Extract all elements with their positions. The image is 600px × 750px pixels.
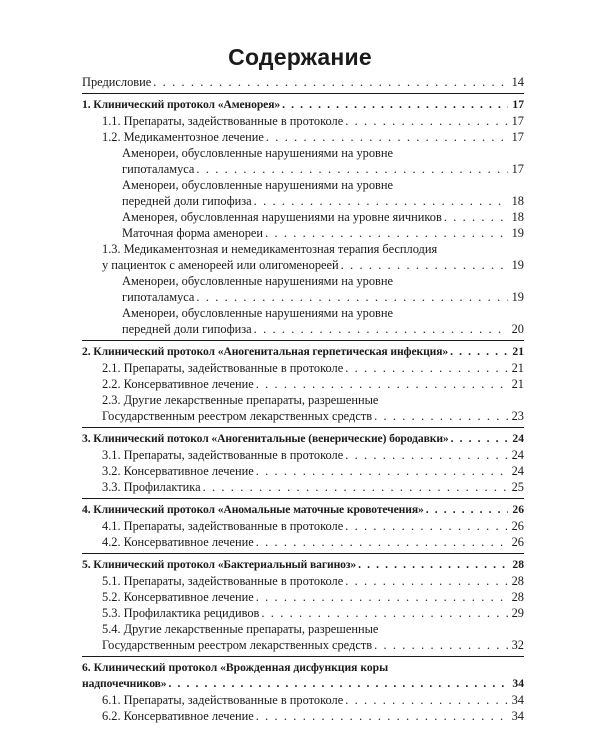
toc-entry[interactable] (82, 209, 524, 225)
toc-entry-label: 6.1. Препараты, задействованные в протоколе (102, 693, 344, 707)
toc-entry[interactable] (82, 193, 524, 209)
toc-leader-dots (450, 344, 508, 360)
toc-entry-label: Государственным реестром лекарственных средств (102, 409, 373, 423)
toc-entry[interactable] (82, 589, 524, 605)
toc-page-number: 21 (512, 345, 524, 358)
toc-entry[interactable] (82, 534, 524, 550)
toc-section-2 (82, 340, 524, 424)
table-of-contents (82, 74, 524, 727)
toc-preface (82, 74, 524, 90)
toc-page-number: 26 (511, 535, 524, 549)
toc-page-number: 17 (511, 162, 524, 176)
toc-entry[interactable] (82, 479, 524, 495)
toc-leader-dots (345, 113, 508, 129)
toc-entry[interactable] (82, 447, 524, 463)
toc-page-number: 19 (511, 226, 524, 240)
page-title: Содержание (228, 44, 372, 70)
toc-page-number: 24 (511, 448, 524, 462)
toc-entry-label: 3.2. Консервативное лечение (102, 464, 254, 478)
toc-page-number: 28 (511, 574, 524, 588)
toc-leader-dots (345, 447, 508, 463)
toc-page-number: 24 (512, 432, 524, 445)
toc-entry[interactable] (82, 692, 524, 708)
toc-page-number: 24 (511, 464, 524, 478)
toc-section-heading-first-line: 6. Клинический протокол «Врожденная дисфункция коры (82, 661, 389, 674)
toc-entry-label: 1.1. Препараты, задействованные в протоколе (102, 114, 344, 128)
toc-leader-dots (374, 637, 508, 653)
toc-leader-dots (256, 463, 508, 479)
toc-leader-dots (196, 161, 508, 177)
toc-entry[interactable] (82, 129, 524, 145)
toc-entry[interactable] (82, 708, 524, 724)
toc-page-number: 17 (511, 114, 524, 128)
toc-page-number: 34 (511, 693, 524, 707)
toc-entry[interactable] (82, 225, 524, 241)
toc-entry[interactable] (82, 463, 524, 479)
toc-entry-label: 5.1. Препараты, задействованные в протоколе (102, 574, 344, 588)
toc-page-number: 21 (511, 377, 524, 391)
toc-page-number: 17 (511, 130, 524, 144)
toc-entry-label: 1. Клинический протокол «Аменорея» (82, 98, 281, 111)
toc-section-heading[interactable] (82, 97, 524, 113)
toc-leader-dots (358, 557, 508, 573)
toc-entry[interactable] (82, 321, 524, 337)
toc-leader-dots (256, 589, 508, 605)
toc-entry-label: 6.2. Консервативное лечение (102, 709, 254, 723)
toc-section-4 (82, 498, 524, 550)
toc-entry-label: 2. Клинический протокол «Аногенитальная герпетическая инфекция» (82, 345, 449, 358)
toc-page-number: 34 (511, 709, 524, 723)
toc-entry-first-line: Аменореи, обусловленные нарушениями на уровне (122, 274, 394, 288)
toc-entry-label: Аменорея, обусловленная нарушениями на уровне яичников (122, 210, 442, 224)
toc-leader-dots (265, 225, 508, 241)
toc-page-number: 34 (512, 677, 524, 690)
toc-leader-dots (196, 289, 508, 305)
toc-entry-label: передней доли гипофиза (122, 194, 252, 208)
toc-entry[interactable] (82, 518, 524, 534)
toc-page-number: 32 (511, 638, 524, 652)
toc-leader-dots (345, 518, 508, 534)
toc-entry-label: 1.2. Медикаментозное лечение (102, 130, 264, 144)
toc-entry-first-line: Аменореи, обусловленные нарушениями на уровне (122, 306, 394, 320)
toc-leader-dots (256, 708, 508, 724)
toc-section-heading[interactable] (82, 676, 524, 692)
toc-entry-label: 3.3. Профилактика (102, 480, 201, 494)
toc-entry-label: Государственным реестром лекарственных средств (102, 638, 373, 652)
toc-page-number: 18 (511, 210, 524, 224)
toc-leader-dots (444, 209, 508, 225)
toc-leader-dots (426, 502, 508, 518)
toc-entry-first-line: 5.4. Другие лекарственные препараты, разрешенные (102, 622, 379, 636)
toc-page-number: 19 (511, 290, 524, 304)
toc-entry-label: 3. Клинический потокол «Аногенитальные (венерические) бородавки» (82, 432, 449, 445)
toc-entry[interactable] (82, 257, 524, 273)
toc-entry-label: 5.2. Консервативное лечение (102, 590, 254, 604)
toc-entry-label: 3.1. Препараты, задействованные в протоколе (102, 448, 344, 462)
toc-page-number: 14 (511, 75, 524, 89)
toc-leader-dots (169, 676, 508, 692)
toc-entry-label: Маточная форма аменореи (122, 226, 264, 240)
toc-entry[interactable] (82, 605, 524, 621)
toc-entry-label: у пациенток с аменореей или олигоменореей (102, 258, 339, 272)
toc-leader-dots (261, 605, 508, 621)
toc-page-number: 25 (511, 480, 524, 494)
toc-leader-dots (451, 431, 508, 447)
toc-leader-dots (266, 129, 508, 145)
toc-leader-dots (254, 321, 508, 337)
toc-section-3 (82, 427, 524, 495)
toc-leader-dots (256, 534, 508, 550)
toc-page-number: 18 (511, 194, 524, 208)
toc-entry[interactable] (82, 74, 524, 90)
toc-leader-dots (153, 74, 508, 90)
toc-entry-label: 2.1. Препараты, задействованные в протоколе (102, 361, 344, 375)
toc-entry-first-line: Аменореи, обусловленные нарушениями на уровне (122, 146, 394, 160)
toc-page-number: 21 (511, 361, 524, 375)
toc-entry[interactable] (82, 289, 524, 305)
toc-page-number: 28 (511, 590, 524, 604)
toc-entry[interactable] (82, 360, 524, 376)
toc-entry-label: гипоталамуса (122, 162, 195, 176)
toc-page-number: 28 (512, 558, 524, 571)
toc-page-number: 23 (511, 409, 524, 423)
toc-leader-dots (345, 692, 508, 708)
toc-entry-first-line: Аменореи, обусловленные нарушениями на уровне (122, 178, 394, 192)
toc-entry-label: 5.3. Профилактика рецидивов (102, 606, 260, 620)
toc-entry[interactable] (82, 161, 524, 177)
toc-section-6 (82, 656, 524, 724)
toc-entry-label: надпочечников» (82, 677, 167, 690)
toc-page-number: 26 (511, 519, 524, 533)
toc-entry[interactable] (82, 408, 524, 424)
toc-entry[interactable] (82, 113, 524, 129)
toc-leader-dots (254, 193, 508, 209)
toc-entry-first-line: 1.3. Медикаментозная и немедикаментозная терапия бесплодия (102, 242, 438, 256)
toc-section-heading[interactable] (82, 502, 524, 518)
toc-section-5 (82, 553, 524, 653)
toc-leader-dots (341, 257, 508, 273)
toc-section-heading[interactable] (82, 431, 524, 447)
toc-leader-dots (282, 97, 508, 113)
toc-page-number: 29 (511, 606, 524, 620)
toc-entry-label: Предисловие (82, 75, 152, 89)
toc-leader-dots (374, 408, 508, 424)
toc-entry-label: 5. Клинический протокол «Бактериальный вагиноз» (82, 558, 357, 571)
toc-section-heading[interactable] (82, 344, 524, 360)
toc-entry-label: 4.2. Консервативное лечение (102, 535, 254, 549)
toc-section-heading[interactable] (82, 557, 524, 573)
toc-leader-dots (345, 360, 508, 376)
toc-section-1 (82, 93, 524, 337)
toc-entry-label: 4. Клинический протокол «Аномальные маточные кровотечения» (82, 503, 424, 516)
toc-leader-dots (345, 573, 508, 589)
toc-leader-dots (256, 376, 508, 392)
toc-entry[interactable] (82, 376, 524, 392)
toc-page-number: 19 (511, 258, 524, 272)
toc-entry[interactable] (82, 637, 524, 653)
toc-leader-dots (203, 479, 508, 495)
toc-page-number: 26 (512, 503, 524, 516)
toc-entry-first-line: 2.3. Другие лекарственные препараты, разрешенные (102, 393, 379, 407)
toc-entry-label: передней доли гипофиза (122, 322, 252, 336)
toc-entry-label: гипоталамуса (122, 290, 195, 304)
toc-page-number: 17 (512, 98, 524, 111)
toc-page-number: 20 (511, 322, 524, 336)
toc-entry[interactable] (82, 573, 524, 589)
toc-entry-label: 4.1. Препараты, задействованные в протоколе (102, 519, 344, 533)
toc-entry-label: 2.2. Консервативное лечение (102, 377, 254, 391)
